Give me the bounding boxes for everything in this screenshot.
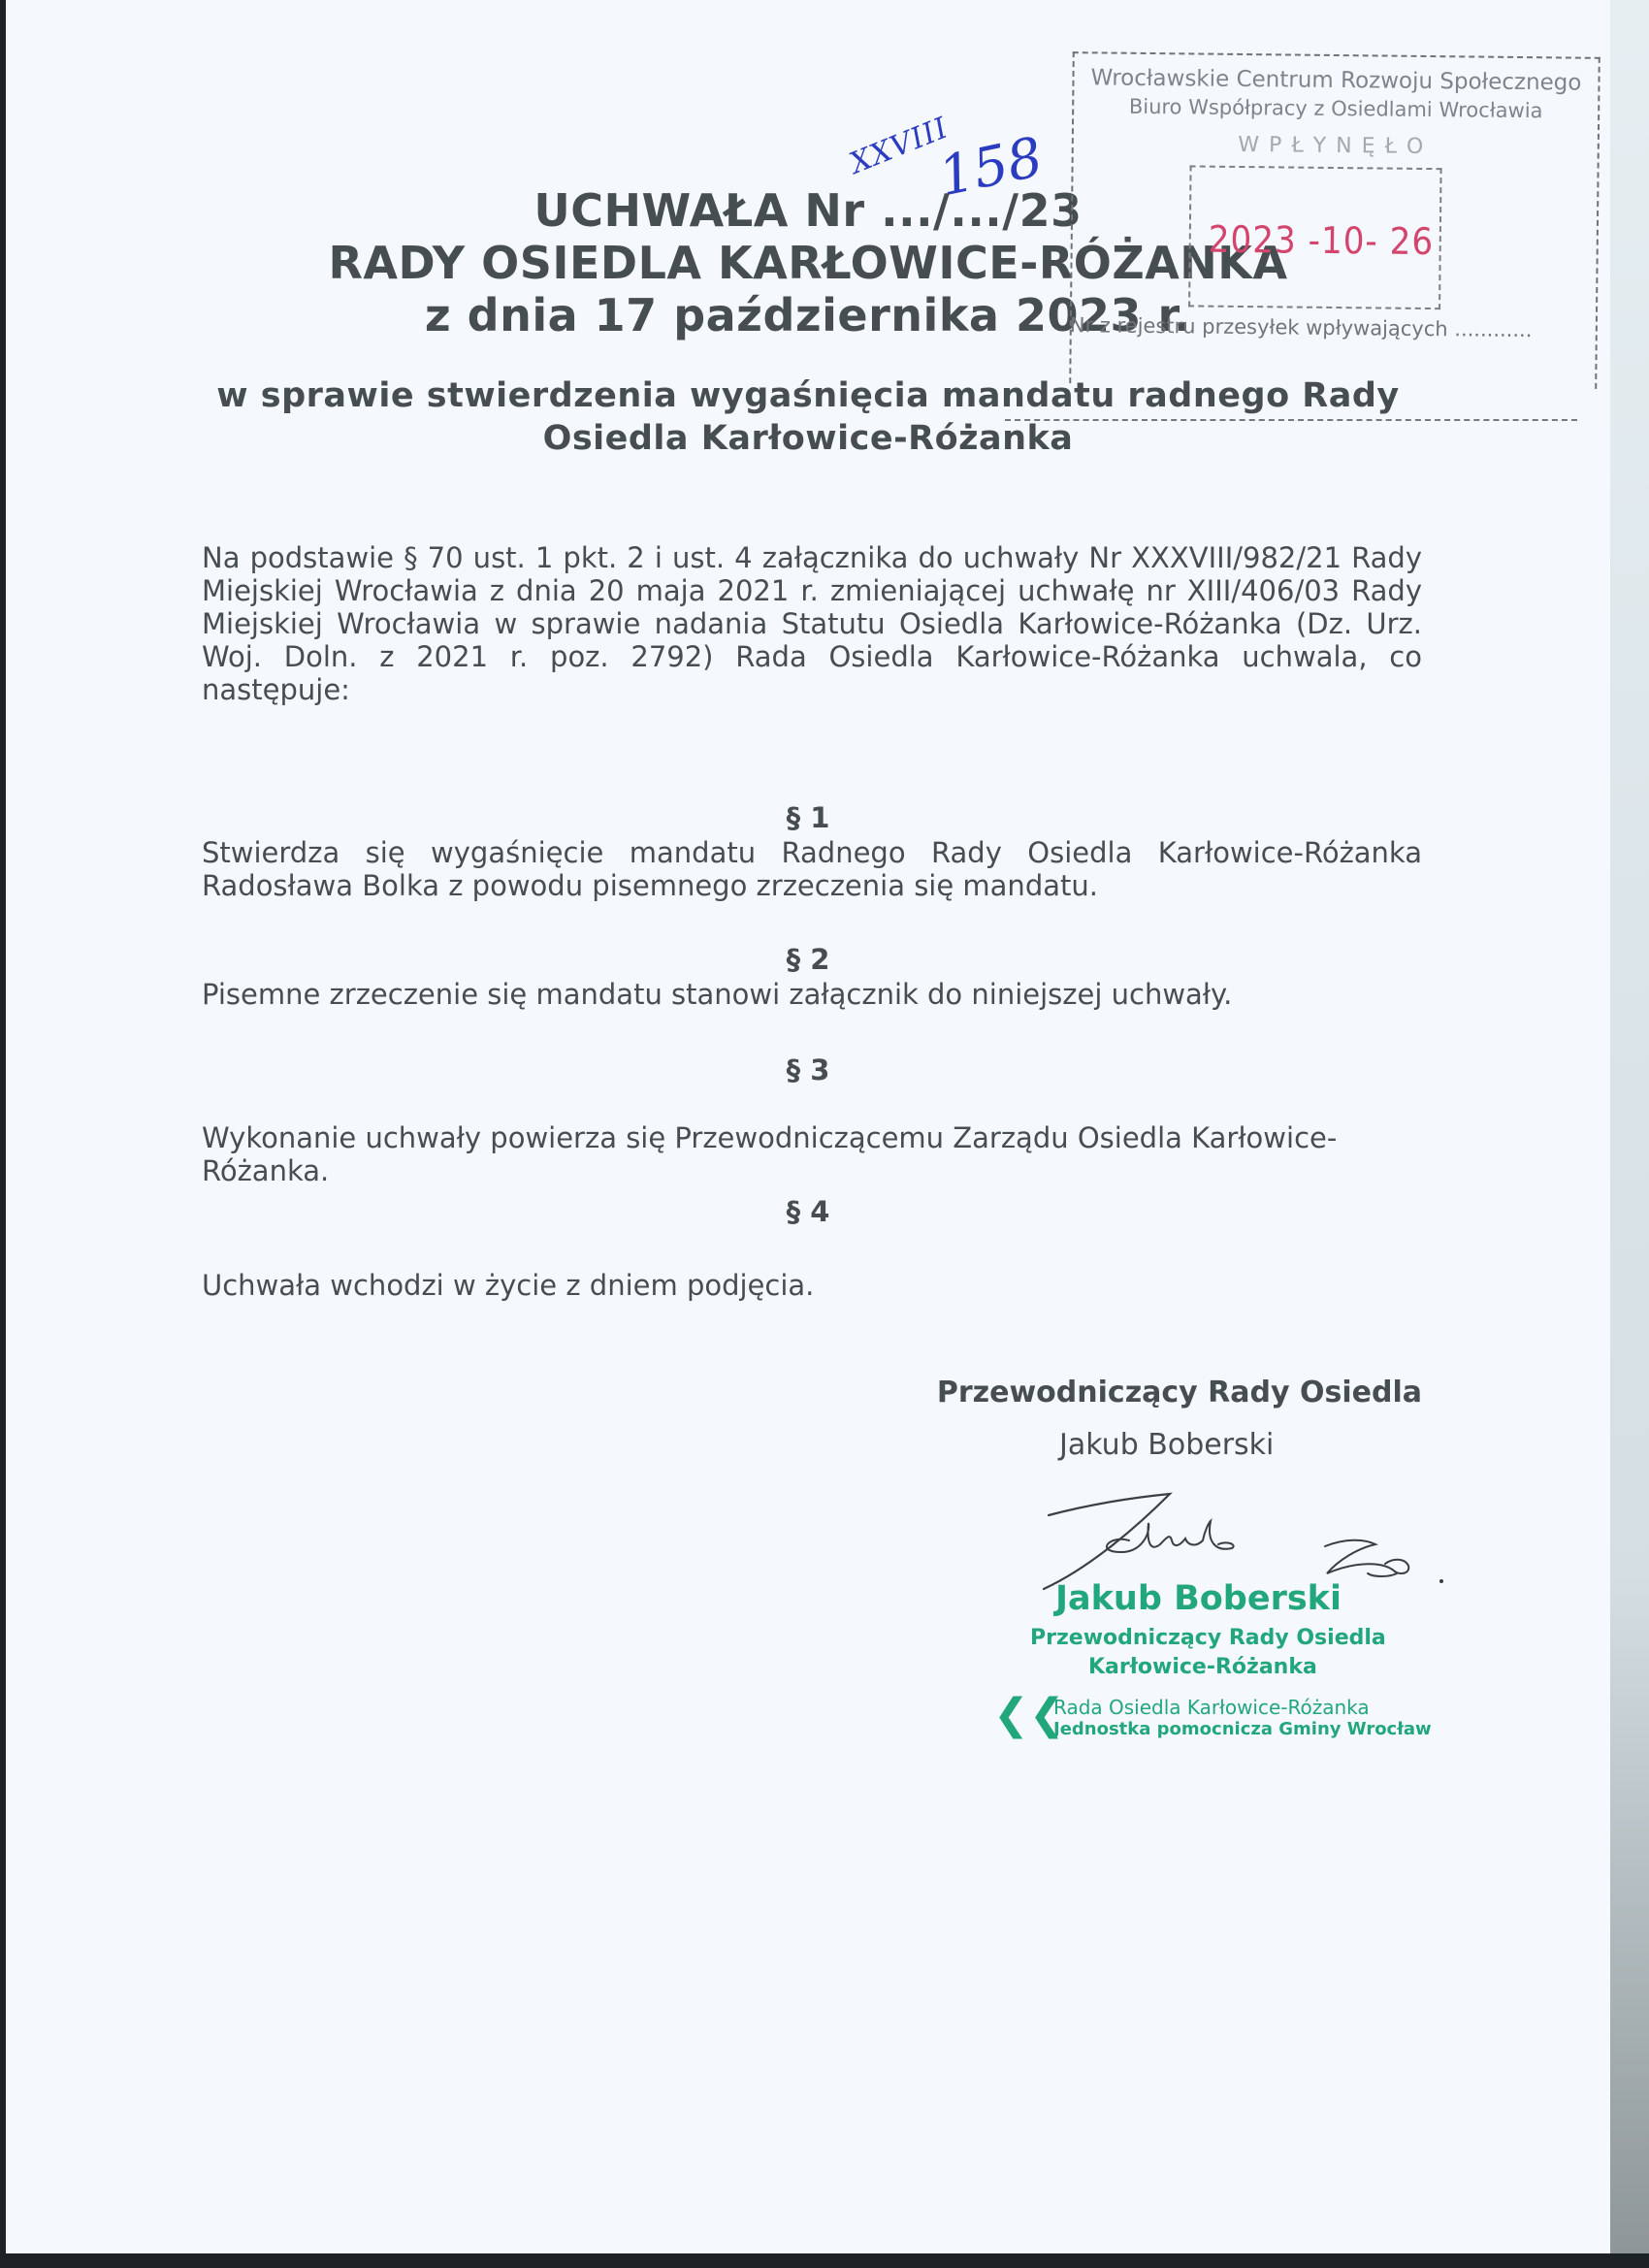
signatory-name: Jakub Boberski	[1059, 1428, 1275, 1462]
subject-line-2: Osiedla Karłowice-Różanka	[542, 419, 1074, 458]
stamp-date-box	[1188, 165, 1442, 309]
council-name: RADY OSIEDLA KARŁOWICE-RÓŻANKA	[328, 237, 1288, 289]
handwritten-session-number: XXVIII	[845, 111, 954, 181]
subject-line-1: w sprawie stwierdzenia wygaśnięcia mandatu radnego Rady	[216, 376, 1400, 415]
signatory-role: Przewodniczący Rady Osiedla	[936, 1376, 1422, 1409]
paragraph-heading-3: § 3	[786, 1053, 830, 1086]
stamp-date: 2023 -10- 26	[1208, 217, 1435, 264]
green-stamp-role-line-2: Karłowice-Różanka	[1088, 1655, 1317, 1679]
paragraph-text-2: Pisemne zrzeczenie się mandatu stanowi załącznik do niniejszej uchwały.	[202, 978, 1233, 1011]
handwritten-resolution-number: 158	[933, 125, 1049, 210]
resolution-title: UCHWAŁA Nr .../.../23	[534, 184, 1083, 237]
paragraph-text-4: Uchwała wchodzi w życie z dniem podjęcia.	[202, 1269, 815, 1302]
incoming-stamp	[1069, 51, 1600, 389]
paragraph-text-3: Wykonanie uchwały powierza się Przewodniczącemu Zarządu Osiedla Karłowice-Różanka.	[202, 1121, 1338, 1187]
legal-basis-paragraph: Na podstawie § 70 ust. 1 pkt. 2 i ust. 4 załącznika do uchwały Nr XXXVIII/982/21 Rady Miejskiej Wrocławia z dnia 20 maja 2021 r. zmieniającej uchwałę nr XIII/406/03 Rady Miejskiej Wrocławia w sprawie nadania Statutu Osiedla Karłowice-Różanka (Dz. Urz. Woj. Doln. z 2021 r. poz. 2792) Rada Osiedla Karłowice-Różanka uchwala, co następuje:	[202, 541, 1422, 706]
stamp-institution: Wrocławskie Centrum Rozwoju Społecznego	[1090, 65, 1582, 96]
stamp-register-label: Nr z rejestru przesyłek wpływających ............	[1069, 313, 1533, 342]
paragraph-heading-4: § 4	[786, 1195, 830, 1228]
green-stamp-role-line-1: Przewodniczący Rady Osiedla	[1030, 1626, 1386, 1650]
green-stamp-org-line-1: Rada Osiedla Karłowice-Różanka	[1053, 1696, 1370, 1719]
handwritten-signature	[1024, 1484, 1451, 1591]
council-logo-icon: ❮❮	[993, 1690, 1065, 1739]
paragraph-heading-2: § 2	[786, 943, 830, 976]
stamp-bottom-line	[1005, 419, 1577, 421]
green-stamp-org-line-2: Jednostka pomocnicza Gminy Wrocław	[1053, 1719, 1432, 1739]
stamp-office: Biuro Współpracy z Osiedlami Wrocławia	[1128, 94, 1543, 123]
green-stamp-name: Jakub Boberski	[1055, 1579, 1342, 1618]
document-page	[6, 0, 1610, 2253]
paragraph-heading-1: § 1	[786, 801, 830, 834]
stamp-received-label: WPŁYNĘŁO	[1238, 132, 1434, 160]
paragraph-text-1: Stwierdza się wygaśnięcie mandatu Radnego Rady Osiedla Karłowice-Różanka Radosława Bolka z powodu pisemnego zrzeczenia się mandatu.	[202, 836, 1422, 902]
resolution-date: z dnia 17 października 2023 r.	[424, 289, 1192, 341]
scanner-edge-strip	[1610, 0, 1649, 2253]
